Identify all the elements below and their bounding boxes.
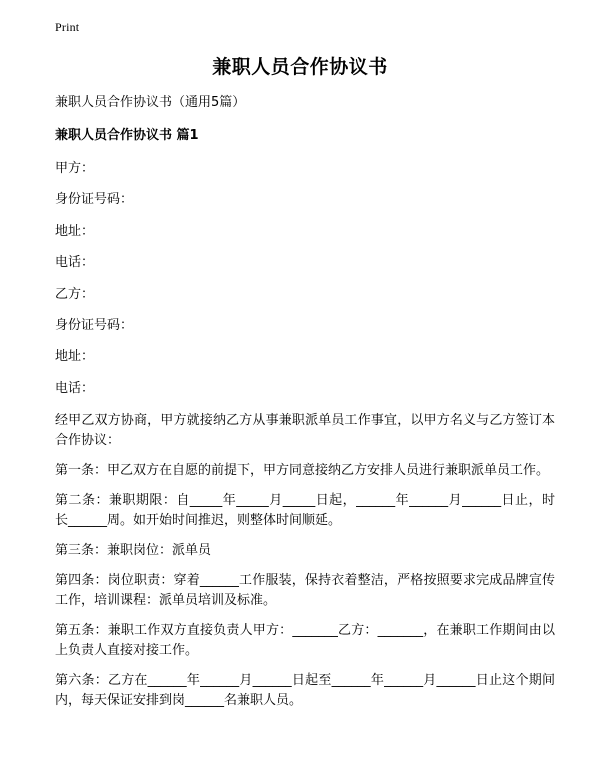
party-a-field: 甲方：: [55, 161, 95, 176]
party-a-phone-field: 电话：: [55, 255, 95, 271]
party-b-id-field: 身份证号码：: [55, 317, 134, 333]
print-label: Print: [55, 20, 80, 34]
clause-3: 第三条：兼职岗位：派单员: [55, 542, 212, 558]
document-subtitle: 兼职人员合作协议书（通用5篇）: [55, 95, 246, 110]
clause-6: 第六条：乙方在______年______月______日起至______年______月______日止这个期间内，每天保证安排到岗______名兼职人员。: [55, 672, 555, 708]
party-a-address-field: 地址：: [55, 223, 95, 239]
clause-1: 第一条：甲乙双方在自愿的前提下，甲方同意接纳乙方安排人员进行兼职派单员工作。: [55, 462, 550, 478]
intro-paragraph: 经甲乙双方协商，甲方就接纳乙方从事兼职派单员工作事宜，以甲方名义与乙方签订本合作协议：: [55, 412, 555, 448]
document-title: 兼职人员合作协议书: [212, 56, 388, 78]
party-a-id-field: 身份证号码：: [55, 192, 134, 208]
section-heading: 兼职人员合作协议书 篇1: [55, 128, 199, 143]
clause-4: 第四条：岗位职责：穿着______工作服装，保持衣着整洁，严格按照要求完成品牌宣传工作，培训课程：派单员培训及标准。: [55, 572, 555, 608]
document-body: [55, 93, 555, 721]
party-b-phone-field: 电话：: [55, 380, 95, 396]
clause-2: 第二条：兼职期限：自_____年_____月_____日起，______年______月______日止，时长______周。如开始时间推迟，则整体时间顺延。: [55, 492, 555, 528]
clause-5: 第五条：兼职工作双方直接负责人甲方：_______乙方：_______，在兼职工作期间由以上负责人直接对接工作。: [55, 622, 555, 658]
party-b-field: 乙方：: [55, 286, 95, 302]
party-b-address-field: 地址：: [55, 349, 95, 365]
